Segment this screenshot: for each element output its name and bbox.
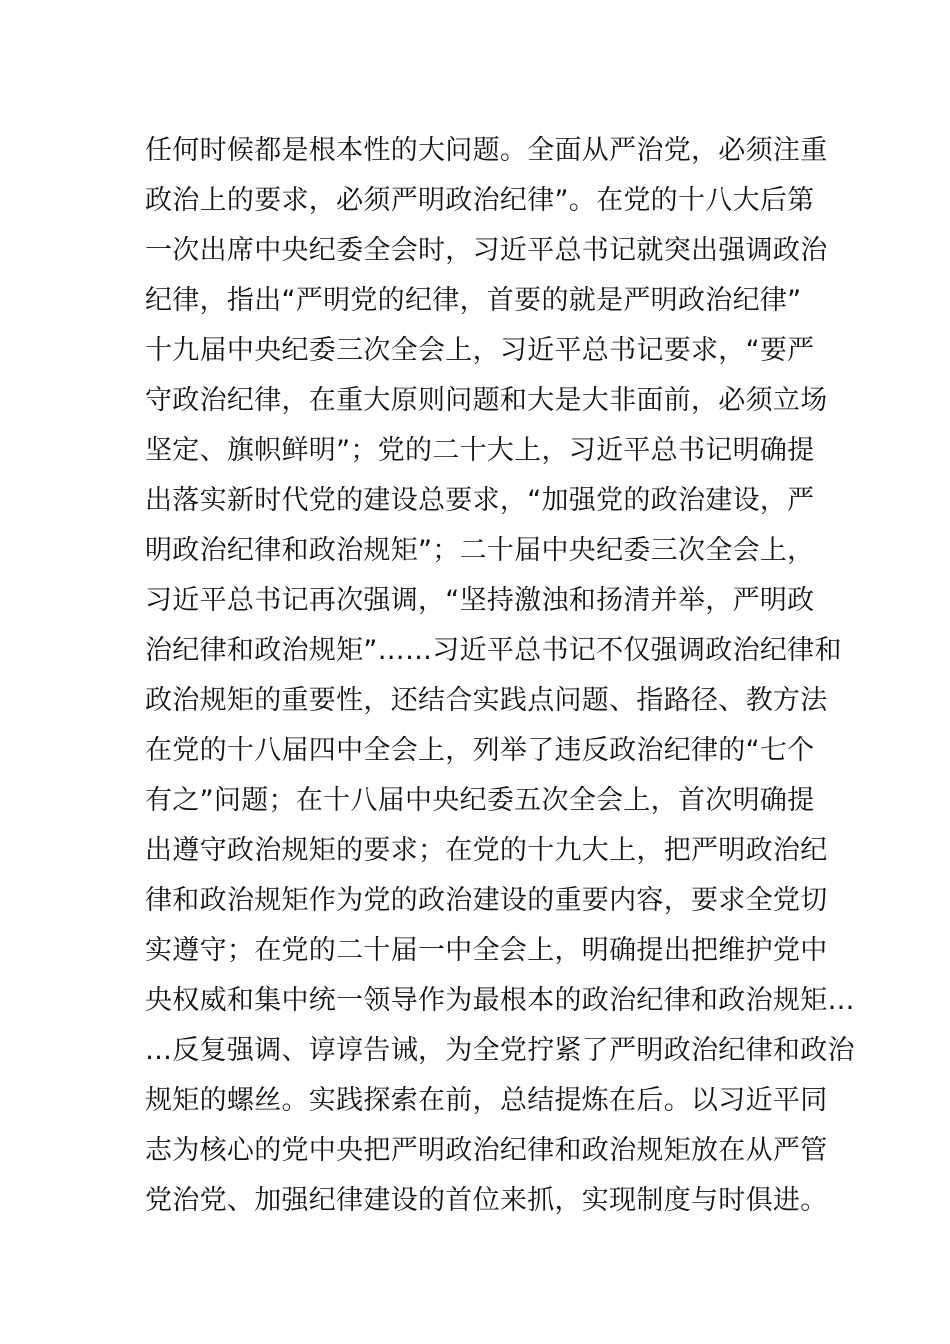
text-line: 实遵守；在党的二十届一中全会上，明确提出把维护党中 (145, 935, 828, 966)
text-line: 志为核心的党中央把严明政治纪律和政治规矩放在从严管 (145, 1135, 828, 1166)
text-line: 习近平总书记再次强调，“坚持激浊和扬清并举，严明政 (145, 585, 815, 616)
text-line: 在党的十八届四中全会上，列举了违反政治纪律的“七个 (145, 735, 815, 766)
text-line: 纪律，指出“严明党的纪律，首要的就是严明政治纪律” (145, 285, 802, 316)
text-line: 出落实新时代党的建设总要求，“加强党的政治建设，严 (145, 485, 815, 516)
text-line: 党治党、加强纪律建设的首位来抓，实现制度与时俱进。 (145, 1185, 828, 1216)
text-line: 央权威和集中统一领导作为最根本的政治纪律和政治规矩… (145, 985, 855, 1016)
text-line: …反复强调、谆谆告诫，为全党拧紧了严明政治纪律和政治 (145, 1035, 855, 1066)
text-line: 一次出席中央纪委全会时，习近平总书记就突出强调政治 (145, 235, 828, 266)
text-line: 明政治纪律和政治规矩”；二十届中央纪委三次全会上， (145, 535, 815, 566)
text-line: 律和政治规矩作为党的政治建设的重要内容，要求全党切 (145, 885, 828, 916)
text-line: 任何时候都是根本性的大问题。全面从严治党，必须注重 (145, 135, 828, 166)
body-paragraph (145, 126, 855, 1226)
text-line: 出遵守政治规矩的要求；在党的十九大上，把严明政治纪 (145, 835, 828, 866)
text-line: 有之”问题；在十八届中央纪委五次全会上，首次明确提 (145, 785, 815, 816)
text-line: 规矩的螺丝。实践探索在前，总结提炼在后。以习近平同 (145, 1085, 828, 1116)
text-line: 坚定、旗帜鲜明”；党的二十大上，习近平总书记明确提 (145, 435, 815, 466)
text-line: 十九届中央纪委三次全会上，习近平总书记要求，“要严 (145, 335, 815, 366)
text-line: 政治规矩的重要性，还结合实践点问题、指路径、教方法 (145, 685, 828, 716)
text-line: 政治上的要求，必须严明政治纪律”。在党的十八大后第 (145, 185, 815, 216)
text-line: 治纪律和政治规矩”……习近平总书记不仅强调政治纪律和 (145, 635, 842, 666)
text-line: 守政治纪律，在重大原则问题和大是大非面前，必须立场 (145, 385, 828, 416)
